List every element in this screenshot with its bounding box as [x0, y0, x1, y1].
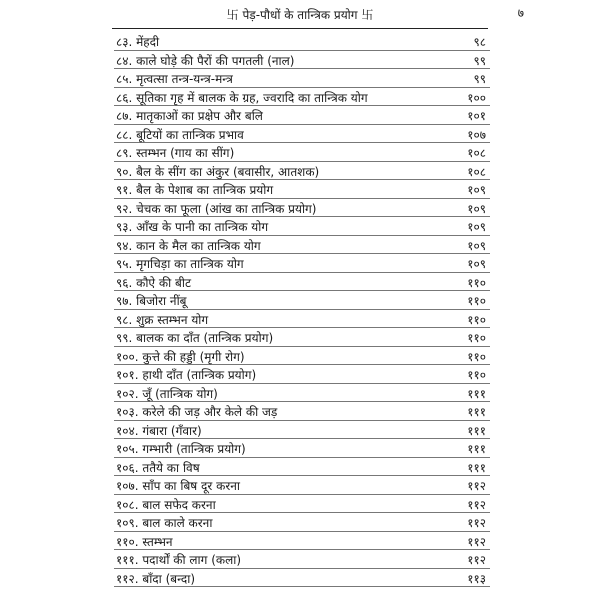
toc-row [114, 125, 490, 144]
toc-row [114, 439, 490, 458]
page-header [0, 4, 600, 24]
toc-entry-page: १०१ [467, 109, 486, 123]
toc-entry-page: १०८ [467, 146, 486, 160]
toc-entry-title: ९६. कौऐ की बीट [116, 275, 192, 290]
toc-entry-page: १०९ [467, 238, 486, 253]
toc-row [114, 347, 490, 366]
toc-row [114, 532, 490, 551]
toc-entry-page: ९८ [473, 35, 486, 49]
toc-entry-title: ८७. मातृकाओं का प्रक्षेप और बलि [116, 109, 263, 123]
toc-row [114, 402, 490, 421]
toc-entry-page: ९९ [473, 72, 486, 86]
toc-row [114, 458, 490, 477]
toc-entry-page: १०७ [467, 127, 486, 142]
toc-entry-page: ११२ [467, 497, 486, 512]
toc-row [114, 106, 490, 125]
toc-entry-page: १०० [467, 90, 486, 105]
toc-entry-page: १११ [467, 460, 486, 475]
header-rule [112, 28, 488, 29]
toc-entry-title: १०५. गम्भारी (तान्त्रिक प्रयोग) [116, 442, 246, 456]
toc-row [114, 254, 490, 273]
toc-row [114, 365, 490, 384]
toc-row [114, 88, 490, 107]
toc-entry-title: १०७. साँप का बिष दूर करना [116, 479, 241, 493]
toc-row [114, 180, 490, 199]
toc-entry-page: १०९ [467, 257, 486, 271]
toc-row [114, 513, 490, 532]
toc-entry-page: ९९ [473, 53, 486, 68]
toc-entry-title: ९२. चेचक का फूला (आंख का तान्त्रिक प्रयोग) [116, 201, 317, 216]
toc-row [114, 550, 490, 569]
toc-row [114, 291, 490, 310]
toc-entry-page: १०९ [467, 183, 486, 197]
toc-entry-title: ९५. मृगचिड़ा का तान्त्रिक योग [116, 257, 244, 271]
toc-row [114, 569, 490, 588]
toc-entry-page: ११२ [467, 553, 486, 567]
toc-entry-title: ९४. कान के मैल का तान्त्रिक योग [116, 238, 261, 253]
toc-entry-page: ११० [467, 312, 486, 327]
toc-entry-page: ११० [467, 294, 486, 308]
toc-entry-page: १०९ [467, 220, 486, 234]
toc-row [114, 217, 490, 236]
toc-entry-title: १००. कुत्ते की हड्डी (मृगी रोग) [116, 349, 245, 364]
toc-row [114, 495, 490, 514]
toc-entry-title: ८३. मेंहदी [116, 35, 160, 49]
toc-entry-title: ९८. शुक्र स्तम्भन योग [116, 312, 209, 327]
toc-entry-title: ८८. बूटियों का तान्त्रिक प्रभाव [116, 127, 244, 142]
toc-entry-page: १११ [467, 423, 486, 438]
running-title: 卐 पेड़-पौधों के तान्त्रिक प्रयोग 卐 [226, 8, 374, 22]
toc-row [114, 143, 490, 162]
toc-entry-title: १११. पदार्थों की लाग (कला) [116, 553, 242, 567]
toc-entry-title: ८४. काले घोड़े की पैरों की पगतली (नाल) [116, 53, 295, 68]
toc-entry-page: ११२ [467, 534, 486, 549]
toc-row [114, 236, 490, 255]
toc-entry-title: ९९. बालक का दाँत (तान्त्रिक प्रयोग) [116, 331, 274, 345]
toc-entry-page: ११० [467, 331, 486, 345]
toc-entry-page: ११० [467, 349, 486, 364]
toc-entry-page: १११ [467, 386, 486, 401]
toc-entry-title: ११०. स्तम्भन [116, 534, 173, 549]
toc-entry-title: १०२. जूँ (तान्त्रिक योग) [116, 386, 218, 401]
toc-row [114, 162, 490, 181]
toc-entry-title: ९०. बैल के सींग का अंकुर (बवासीर, आतशक) [116, 164, 320, 179]
toc-row [114, 51, 490, 70]
toc-entry-title: ८९. स्तम्भन (गाय का सींग) [116, 146, 235, 160]
toc-entry-title: ८५. मृत्वत्सा तन्त्र-यन्त्र-मन्त्र [116, 72, 233, 86]
toc-entry-title: १०६. ततैये का विष [116, 460, 200, 475]
toc-row [114, 310, 490, 329]
toc-entry-title: ९१. बैल के पेशाब का तान्त्रिक प्रयोग [116, 183, 274, 197]
toc-row [114, 199, 490, 218]
toc-entry-title: ९७. बिजोरा नींबू [116, 294, 187, 308]
toc-entry-title: १०१. हाथी दाँत (तान्त्रिक प्रयोग) [116, 368, 257, 382]
toc-entry-page: १०८ [467, 164, 486, 179]
toc-entry-title: ८६. सूतिका गृह में बालक के ग्रह, ज्वरादि का तान्त्रिक योग [116, 90, 368, 105]
toc-entry-page: ११० [467, 275, 486, 290]
toc-entry-title: १०४. गंबारा (गँवार) [116, 423, 202, 438]
table-of-contents [114, 32, 490, 587]
toc-entry-page: १११ [467, 442, 486, 456]
toc-row [114, 69, 490, 88]
toc-row [114, 273, 490, 292]
toc-entry-title: १०८. बाल सफेद करना [116, 497, 216, 512]
toc-entry-title: ९३. आँख के पानी का तान्त्रिक योग [116, 220, 269, 234]
toc-entry-page: ११० [467, 368, 486, 382]
toc-row [114, 421, 490, 440]
toc-row [114, 32, 490, 51]
toc-entry-title: ११२. बाँदा (बन्दा) [116, 571, 196, 586]
toc-entry-title: १०९. बाल काले करना [116, 516, 213, 530]
toc-row [114, 476, 490, 495]
toc-entry-page: १०९ [467, 201, 486, 216]
toc-row [114, 384, 490, 403]
page-number: ७ [517, 6, 524, 20]
toc-entry-page: ११३ [467, 571, 486, 586]
toc-entry-page: १११ [467, 405, 486, 419]
toc-entry-page: ११२ [467, 516, 486, 530]
toc-row [114, 328, 490, 347]
toc-entry-page: ११२ [467, 479, 486, 493]
toc-entry-title: १०३. करेले की जड़ और केले की जड़ [116, 405, 278, 419]
